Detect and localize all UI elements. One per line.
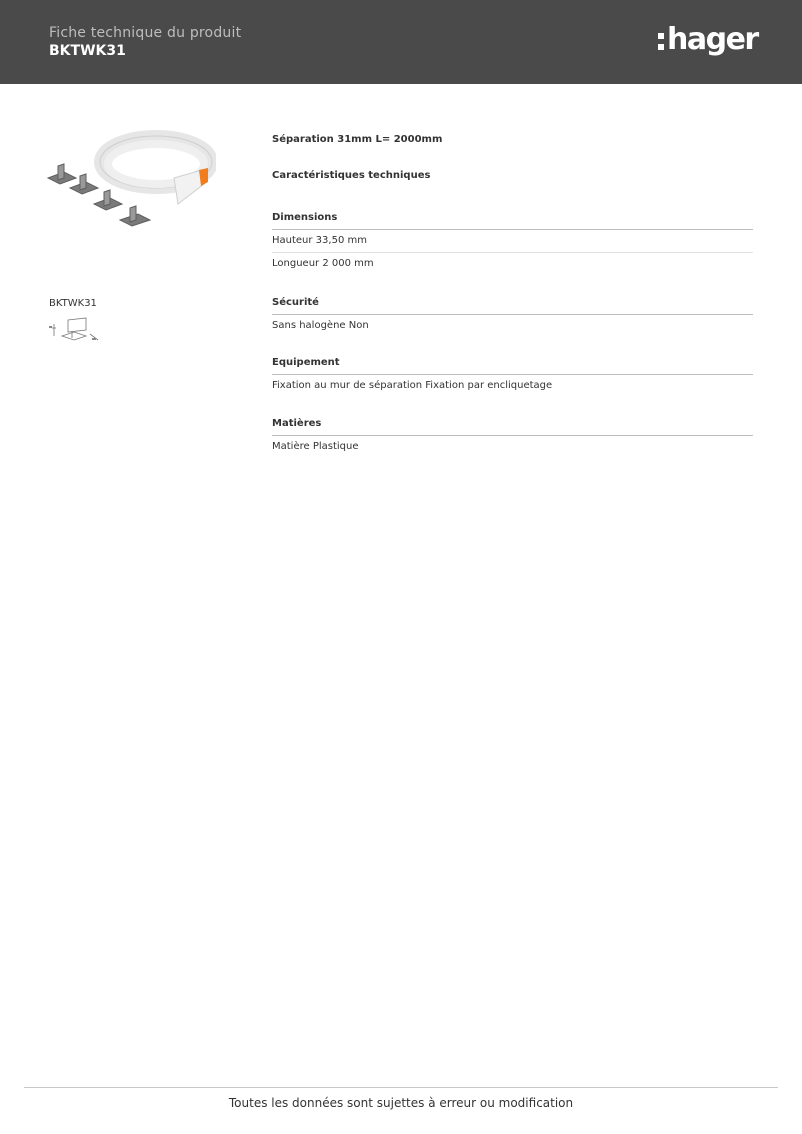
section-equipement — [272, 356, 753, 397]
footer-disclaimer: Toutes les données sont sujettes à erreur ou modification — [228, 1096, 574, 1110]
section-title: Sécurité — [272, 296, 753, 315]
section-title: Dimensions — [272, 211, 753, 230]
spec-row: Matière Plastique — [272, 441, 359, 452]
spec-row: Sans halogène Non — [272, 320, 369, 331]
product-reference-title: BKTWK31 — [49, 43, 126, 59]
section-matieres — [272, 417, 753, 458]
spec-row: Fixation au mur de séparation Fixation par encliquetage — [272, 380, 553, 391]
logo-text: hager — [667, 22, 758, 57]
logo-dots-icon — [658, 33, 664, 50]
product-name: Séparation 31mm L= 2000mm — [272, 134, 443, 145]
characteristics-title: Caractéristiques techniques — [272, 170, 431, 181]
hager-logo — [658, 22, 758, 58]
section-dimensions — [272, 211, 753, 275]
spec-row: Longueur 2 000 mm — [272, 258, 374, 269]
technical-drawing — [46, 314, 106, 354]
section-title: Matières — [272, 417, 753, 436]
image-caption: BKTWK31 — [49, 298, 97, 309]
section-title: Equipement — [272, 356, 753, 375]
page-header — [0, 0, 802, 84]
spec-row: Hauteur 33,50 mm — [272, 230, 753, 253]
document-subtitle: Fiche technique du produit — [49, 25, 242, 41]
footer-divider — [24, 1087, 778, 1088]
section-securite — [272, 296, 753, 337]
product-image — [44, 126, 216, 242]
